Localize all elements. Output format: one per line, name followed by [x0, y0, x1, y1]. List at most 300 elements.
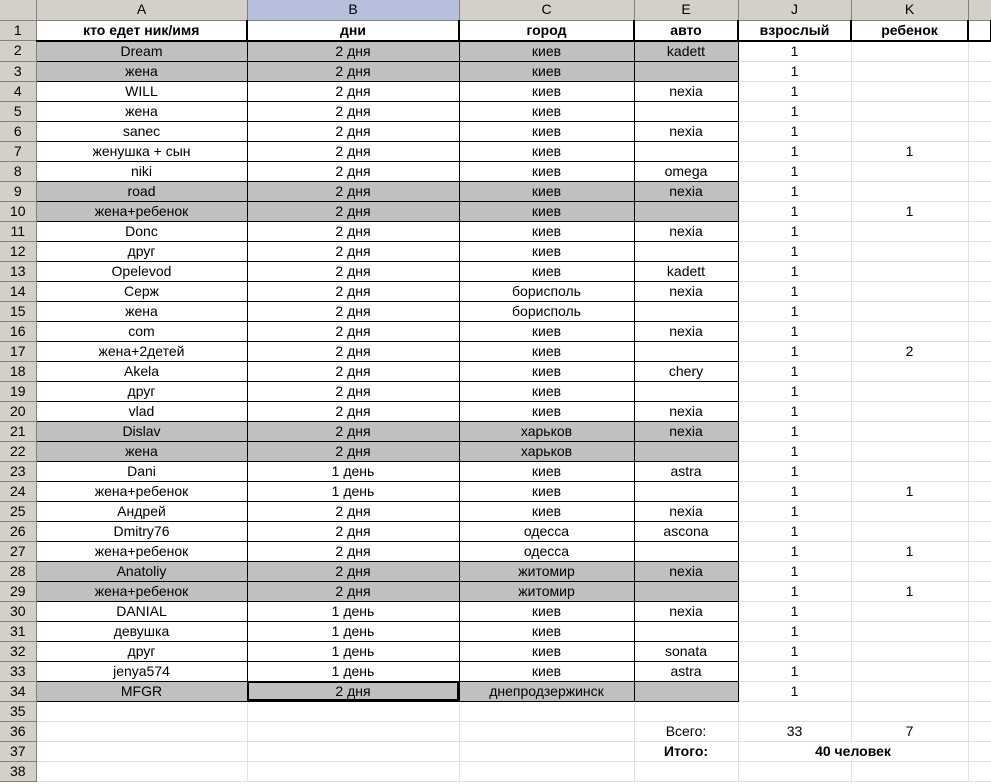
- grand-total-label[interactable]: Итого:: [634, 741, 738, 761]
- cell-days[interactable]: 2 дня: [247, 541, 459, 561]
- cell-adult[interactable]: 1: [738, 361, 851, 381]
- cell[interactable]: [968, 301, 991, 321]
- cell-city[interactable]: киев: [459, 361, 634, 381]
- cell-child[interactable]: [851, 561, 968, 581]
- cell-days[interactable]: 2 дня: [247, 41, 459, 62]
- cell-name[interactable]: девушка: [36, 621, 247, 641]
- cell[interactable]: [968, 461, 991, 481]
- column-header-e[interactable]: E: [634, 0, 738, 20]
- cell-car[interactable]: nexia: [634, 401, 738, 421]
- row-header[interactable]: 3: [0, 61, 36, 81]
- cell-child[interactable]: [851, 681, 968, 701]
- cell-city[interactable]: киев: [459, 321, 634, 341]
- cell-days[interactable]: 2 дня: [247, 221, 459, 241]
- cell-name[interactable]: жена: [36, 301, 247, 321]
- row-header[interactable]: 23: [0, 461, 36, 481]
- cell-adult[interactable]: 1: [738, 41, 851, 62]
- cell-car[interactable]: nexia: [634, 281, 738, 301]
- cell-car[interactable]: chery: [634, 361, 738, 381]
- cell[interactable]: [968, 261, 991, 281]
- cell-child[interactable]: [851, 261, 968, 281]
- cell-car[interactable]: [634, 481, 738, 501]
- row-header[interactable]: 16: [0, 321, 36, 341]
- cell-child[interactable]: 1: [851, 201, 968, 221]
- cell-child[interactable]: [851, 601, 968, 621]
- header-cell-days[interactable]: дни: [247, 20, 459, 41]
- row-header[interactable]: 9: [0, 181, 36, 201]
- cell[interactable]: [968, 41, 991, 62]
- cell-adult[interactable]: 1: [738, 581, 851, 601]
- cell-name[interactable]: друг: [36, 241, 247, 261]
- cell-child[interactable]: [851, 221, 968, 241]
- cell-days[interactable]: 2 дня: [247, 501, 459, 521]
- cell[interactable]: [851, 761, 968, 781]
- cell-name[interactable]: com: [36, 321, 247, 341]
- row-header[interactable]: 4: [0, 81, 36, 101]
- cell-adult[interactable]: 1: [738, 561, 851, 581]
- cell-car[interactable]: [634, 381, 738, 401]
- cell-days[interactable]: 2 дня: [247, 121, 459, 141]
- cell[interactable]: [968, 581, 991, 601]
- row-header[interactable]: 36: [0, 721, 36, 741]
- cell-name[interactable]: жена: [36, 441, 247, 461]
- row-header[interactable]: 21: [0, 421, 36, 441]
- cell[interactable]: [968, 561, 991, 581]
- grand-total-value[interactable]: 40 человек: [738, 741, 968, 761]
- cell-car[interactable]: omega: [634, 161, 738, 181]
- cell-city[interactable]: борисполь: [459, 301, 634, 321]
- cell-days[interactable]: 2 дня: [247, 581, 459, 601]
- cell-adult[interactable]: 1: [738, 61, 851, 81]
- cell[interactable]: [968, 161, 991, 181]
- cell-name[interactable]: sanec: [36, 121, 247, 141]
- cell-car[interactable]: astra: [634, 461, 738, 481]
- cell[interactable]: [968, 441, 991, 461]
- cell-days[interactable]: 2 дня: [247, 321, 459, 341]
- cell-city[interactable]: киев: [459, 261, 634, 281]
- column-header-j[interactable]: J: [738, 0, 851, 20]
- cell-name[interactable]: Opelevod: [36, 261, 247, 281]
- cell-name[interactable]: жена+ребенок: [36, 581, 247, 601]
- cell-city[interactable]: днепродзержинск: [459, 681, 634, 701]
- cell-child[interactable]: [851, 501, 968, 521]
- cell-name[interactable]: road: [36, 181, 247, 201]
- cell[interactable]: [968, 641, 991, 661]
- column-header-b[interactable]: B: [247, 0, 459, 20]
- row-header[interactable]: 13: [0, 261, 36, 281]
- cell-name[interactable]: Серж: [36, 281, 247, 301]
- cell-city[interactable]: борисполь: [459, 281, 634, 301]
- cell[interactable]: [738, 761, 851, 781]
- cell[interactable]: [968, 181, 991, 201]
- row-header[interactable]: 31: [0, 621, 36, 641]
- cell-days[interactable]: 2 дня: [247, 101, 459, 121]
- cell-child[interactable]: [851, 361, 968, 381]
- cell[interactable]: [968, 601, 991, 621]
- row-header[interactable]: 11: [0, 221, 36, 241]
- cell-adult[interactable]: 1: [738, 401, 851, 421]
- cell-child[interactable]: [851, 381, 968, 401]
- cell-adult[interactable]: 1: [738, 221, 851, 241]
- cell[interactable]: [459, 761, 634, 781]
- cell-adult[interactable]: 1: [738, 81, 851, 101]
- cell-name[interactable]: жена: [36, 101, 247, 121]
- cell-city[interactable]: одесса: [459, 541, 634, 561]
- cell-name[interactable]: жена+2детей: [36, 341, 247, 361]
- cell-child[interactable]: [851, 81, 968, 101]
- cell-child[interactable]: [851, 441, 968, 461]
- column-header-k[interactable]: K: [851, 0, 968, 20]
- cell-name[interactable]: женушка + сын: [36, 141, 247, 161]
- cell[interactable]: [36, 721, 247, 741]
- cell-car[interactable]: nexia: [634, 321, 738, 341]
- column-header-c[interactable]: C: [459, 0, 634, 20]
- cell-days[interactable]: 1 день: [247, 661, 459, 681]
- cell-city[interactable]: киев: [459, 461, 634, 481]
- cell-days[interactable]: 1 день: [247, 461, 459, 481]
- cell[interactable]: [968, 241, 991, 261]
- child-total[interactable]: 7: [851, 721, 968, 741]
- cell-days[interactable]: 2 дня: [247, 681, 459, 701]
- cell-days[interactable]: 1 день: [247, 601, 459, 621]
- cell-child[interactable]: 1: [851, 541, 968, 561]
- cell-days[interactable]: 2 дня: [247, 81, 459, 101]
- cell-car[interactable]: [634, 681, 738, 701]
- cell-days[interactable]: 2 дня: [247, 421, 459, 441]
- cell[interactable]: [968, 321, 991, 341]
- cell-days[interactable]: 2 дня: [247, 141, 459, 161]
- cell-city[interactable]: киев: [459, 621, 634, 641]
- cell[interactable]: [459, 701, 634, 721]
- cell-car[interactable]: [634, 341, 738, 361]
- cell-child[interactable]: 1: [851, 481, 968, 501]
- cell-child[interactable]: 1: [851, 581, 968, 601]
- cell[interactable]: [968, 341, 991, 361]
- cell[interactable]: [968, 721, 991, 741]
- total-label[interactable]: Всего:: [634, 721, 738, 741]
- cell-city[interactable]: киев: [459, 121, 634, 141]
- cell[interactable]: [968, 621, 991, 641]
- cell-city[interactable]: киев: [459, 501, 634, 521]
- cell-city[interactable]: киев: [459, 381, 634, 401]
- cell-child[interactable]: [851, 421, 968, 441]
- cell-adult[interactable]: 1: [738, 141, 851, 161]
- cell-car[interactable]: [634, 621, 738, 641]
- cell-adult[interactable]: 1: [738, 201, 851, 221]
- cell[interactable]: [247, 741, 459, 761]
- cell-adult[interactable]: 1: [738, 101, 851, 121]
- row-header[interactable]: 29: [0, 581, 36, 601]
- cell[interactable]: [968, 701, 991, 721]
- cell-child[interactable]: [851, 121, 968, 141]
- row-header[interactable]: 18: [0, 361, 36, 381]
- cell-name[interactable]: Donc: [36, 221, 247, 241]
- cell-car[interactable]: kadett: [634, 41, 738, 62]
- cell-city[interactable]: киев: [459, 641, 634, 661]
- cell-car[interactable]: astra: [634, 661, 738, 681]
- cell-name[interactable]: Dani: [36, 461, 247, 481]
- cell-adult[interactable]: 1: [738, 521, 851, 541]
- cell-adult[interactable]: 1: [738, 161, 851, 181]
- cell-car[interactable]: [634, 541, 738, 561]
- cell-car[interactable]: [634, 201, 738, 221]
- cell-city[interactable]: киев: [459, 481, 634, 501]
- cell-days[interactable]: 2 дня: [247, 261, 459, 281]
- cell-child[interactable]: [851, 281, 968, 301]
- row-header[interactable]: 25: [0, 501, 36, 521]
- row-header[interactable]: 35: [0, 701, 36, 721]
- cell-adult[interactable]: 1: [738, 501, 851, 521]
- cell-child[interactable]: [851, 321, 968, 341]
- cell[interactable]: [738, 701, 851, 721]
- cell[interactable]: [968, 201, 991, 221]
- cell[interactable]: [968, 401, 991, 421]
- cell[interactable]: [968, 521, 991, 541]
- cell-adult[interactable]: 1: [738, 381, 851, 401]
- cell[interactable]: [968, 481, 991, 501]
- cell-car[interactable]: [634, 301, 738, 321]
- cell-days[interactable]: 2 дня: [247, 441, 459, 461]
- cell[interactable]: [968, 381, 991, 401]
- row-header[interactable]: 22: [0, 441, 36, 461]
- header-cell-car[interactable]: авто: [634, 20, 738, 41]
- row-header[interactable]: 7: [0, 141, 36, 161]
- cell-child[interactable]: [851, 641, 968, 661]
- cell[interactable]: [247, 761, 459, 781]
- cell-car[interactable]: nexia: [634, 501, 738, 521]
- cell-child[interactable]: [851, 181, 968, 201]
- cell-city[interactable]: киев: [459, 201, 634, 221]
- cell-days[interactable]: 1 день: [247, 621, 459, 641]
- cell-car[interactable]: [634, 141, 738, 161]
- cell-days[interactable]: 2 дня: [247, 341, 459, 361]
- cell-name[interactable]: жена+ребенок: [36, 481, 247, 501]
- cell-city[interactable]: житомир: [459, 561, 634, 581]
- cell-adult[interactable]: 1: [738, 681, 851, 701]
- cell[interactable]: [36, 741, 247, 761]
- cell-name[interactable]: жена+ребенок: [36, 541, 247, 561]
- cell-days[interactable]: 2 дня: [247, 161, 459, 181]
- cell-car[interactable]: nexia: [634, 221, 738, 241]
- header-cell-adult[interactable]: взрослый: [738, 20, 851, 41]
- cell-adult[interactable]: 1: [738, 601, 851, 621]
- cell-city[interactable]: киев: [459, 341, 634, 361]
- cell[interactable]: [247, 721, 459, 741]
- cell-days[interactable]: 2 дня: [247, 301, 459, 321]
- select-all-corner[interactable]: [0, 0, 36, 20]
- header-cell-city[interactable]: город: [459, 20, 634, 41]
- column-header-a[interactable]: A: [36, 0, 247, 20]
- cell-city[interactable]: житомир: [459, 581, 634, 601]
- cell-days[interactable]: 2 дня: [247, 521, 459, 541]
- row-header[interactable]: 1: [0, 20, 36, 41]
- cell-car[interactable]: nexia: [634, 81, 738, 101]
- cell-name[interactable]: Dream: [36, 41, 247, 62]
- cell-name[interactable]: друг: [36, 641, 247, 661]
- adult-total[interactable]: 33: [738, 721, 851, 741]
- cell-name[interactable]: niki: [36, 161, 247, 181]
- cell-car[interactable]: sonata: [634, 641, 738, 661]
- cell[interactable]: [459, 721, 634, 741]
- cell-child[interactable]: 2: [851, 341, 968, 361]
- cell-child[interactable]: [851, 621, 968, 641]
- cell[interactable]: [968, 141, 991, 161]
- cell[interactable]: [968, 541, 991, 561]
- row-header[interactable]: 32: [0, 641, 36, 661]
- row-header[interactable]: 38: [0, 761, 36, 781]
- cell-child[interactable]: [851, 241, 968, 261]
- row-header[interactable]: 28: [0, 561, 36, 581]
- cell-car[interactable]: nexia: [634, 121, 738, 141]
- cell-car[interactable]: nexia: [634, 561, 738, 581]
- cell-car[interactable]: [634, 61, 738, 81]
- row-header[interactable]: 17: [0, 341, 36, 361]
- cell-days[interactable]: 2 дня: [247, 561, 459, 581]
- cell-name[interactable]: Dmitry76: [36, 521, 247, 541]
- row-header[interactable]: 14: [0, 281, 36, 301]
- cell-child[interactable]: [851, 661, 968, 681]
- cell-days[interactable]: 2 дня: [247, 361, 459, 381]
- cell-city[interactable]: киев: [459, 401, 634, 421]
- cell-name[interactable]: жена+ребенок: [36, 201, 247, 221]
- cell-adult[interactable]: 1: [738, 621, 851, 641]
- cell-city[interactable]: киев: [459, 221, 634, 241]
- cell[interactable]: [968, 501, 991, 521]
- row-header[interactable]: 15: [0, 301, 36, 321]
- cell[interactable]: [968, 61, 991, 81]
- cell-city[interactable]: харьков: [459, 441, 634, 461]
- cell[interactable]: [968, 221, 991, 241]
- cell-car[interactable]: kadett: [634, 261, 738, 281]
- cell-name[interactable]: jenya574: [36, 661, 247, 681]
- cell-child[interactable]: [851, 461, 968, 481]
- cell-city[interactable]: киев: [459, 661, 634, 681]
- row-header[interactable]: 8: [0, 161, 36, 181]
- header-cell-child[interactable]: ребенок: [851, 20, 968, 41]
- cell-city[interactable]: киев: [459, 81, 634, 101]
- cell-car[interactable]: [634, 441, 738, 461]
- row-header[interactable]: 37: [0, 741, 36, 761]
- cell-city[interactable]: киев: [459, 601, 634, 621]
- cell-adult[interactable]: 1: [738, 661, 851, 681]
- cell-child[interactable]: [851, 161, 968, 181]
- cell[interactable]: [968, 101, 991, 121]
- cell-child[interactable]: [851, 61, 968, 81]
- cell-car[interactable]: [634, 241, 738, 261]
- cell-adult[interactable]: 1: [738, 541, 851, 561]
- cell-name[interactable]: Anatoliy: [36, 561, 247, 581]
- column-header-extra[interactable]: [968, 0, 991, 20]
- cell-city[interactable]: киев: [459, 41, 634, 62]
- row-header[interactable]: 12: [0, 241, 36, 261]
- cell-days[interactable]: 2 дня: [247, 381, 459, 401]
- cell-child[interactable]: [851, 101, 968, 121]
- cell-child[interactable]: [851, 401, 968, 421]
- cell[interactable]: [968, 661, 991, 681]
- cell[interactable]: [634, 701, 738, 721]
- cell-days[interactable]: 1 день: [247, 641, 459, 661]
- cell-days[interactable]: 2 дня: [247, 181, 459, 201]
- cell-adult[interactable]: 1: [738, 641, 851, 661]
- cell-adult[interactable]: 1: [738, 261, 851, 281]
- row-header[interactable]: 6: [0, 121, 36, 141]
- row-header[interactable]: 19: [0, 381, 36, 401]
- cell[interactable]: [968, 121, 991, 141]
- cell-adult[interactable]: 1: [738, 281, 851, 301]
- row-header[interactable]: 30: [0, 601, 36, 621]
- cell-days[interactable]: 1 день: [247, 481, 459, 501]
- header-cell-name[interactable]: кто едет ник/имя: [36, 20, 247, 41]
- cell-car[interactable]: [634, 581, 738, 601]
- cell-city[interactable]: киев: [459, 141, 634, 161]
- cell-name[interactable]: Akela: [36, 361, 247, 381]
- cell-adult[interactable]: 1: [738, 121, 851, 141]
- cell-car[interactable]: nexia: [634, 601, 738, 621]
- cell[interactable]: [36, 761, 247, 781]
- cell-city[interactable]: киев: [459, 181, 634, 201]
- cell-adult[interactable]: 1: [738, 421, 851, 441]
- cell-adult[interactable]: 1: [738, 341, 851, 361]
- cell[interactable]: [968, 20, 991, 41]
- cell[interactable]: [968, 361, 991, 381]
- cell-adult[interactable]: 1: [738, 461, 851, 481]
- cell-city[interactable]: киев: [459, 241, 634, 261]
- cell-adult[interactable]: 1: [738, 441, 851, 461]
- cell[interactable]: [851, 701, 968, 721]
- cell[interactable]: [247, 701, 459, 721]
- cell-adult[interactable]: 1: [738, 301, 851, 321]
- row-header[interactable]: 34: [0, 681, 36, 701]
- cell-days[interactable]: 2 дня: [247, 61, 459, 81]
- cell-name[interactable]: vlad: [36, 401, 247, 421]
- cell-car[interactable]: nexia: [634, 421, 738, 441]
- cell-car[interactable]: [634, 101, 738, 121]
- cell-adult[interactable]: 1: [738, 181, 851, 201]
- cell-name[interactable]: DANIAL: [36, 601, 247, 621]
- cell-car[interactable]: nexia: [634, 181, 738, 201]
- cell-city[interactable]: харьков: [459, 421, 634, 441]
- cell-city[interactable]: киев: [459, 61, 634, 81]
- row-header[interactable]: 2: [0, 41, 36, 62]
- cell-days[interactable]: 2 дня: [247, 201, 459, 221]
- cell-car[interactable]: ascona: [634, 521, 738, 541]
- cell[interactable]: [968, 81, 991, 101]
- cell-days[interactable]: 2 дня: [247, 281, 459, 301]
- cell[interactable]: [968, 281, 991, 301]
- cell-adult[interactable]: 1: [738, 241, 851, 261]
- cell-child[interactable]: [851, 301, 968, 321]
- cell-child[interactable]: 1: [851, 141, 968, 161]
- cell-days[interactable]: 2 дня: [247, 241, 459, 261]
- row-header[interactable]: 33: [0, 661, 36, 681]
- cell[interactable]: [968, 681, 991, 701]
- cell-name[interactable]: жена: [36, 61, 247, 81]
- cell-name[interactable]: MFGR: [36, 681, 247, 701]
- cell-days[interactable]: 2 дня: [247, 401, 459, 421]
- cell[interactable]: [634, 761, 738, 781]
- cell-name[interactable]: WILL: [36, 81, 247, 101]
- row-header[interactable]: 20: [0, 401, 36, 421]
- row-header[interactable]: 24: [0, 481, 36, 501]
- cell-city[interactable]: одесса: [459, 521, 634, 541]
- cell-name[interactable]: друг: [36, 381, 247, 401]
- row-header[interactable]: 26: [0, 521, 36, 541]
- cell[interactable]: [36, 701, 247, 721]
- cell-city[interactable]: киев: [459, 101, 634, 121]
- cell[interactable]: [968, 741, 991, 761]
- cell[interactable]: [968, 421, 991, 441]
- row-header[interactable]: 27: [0, 541, 36, 561]
